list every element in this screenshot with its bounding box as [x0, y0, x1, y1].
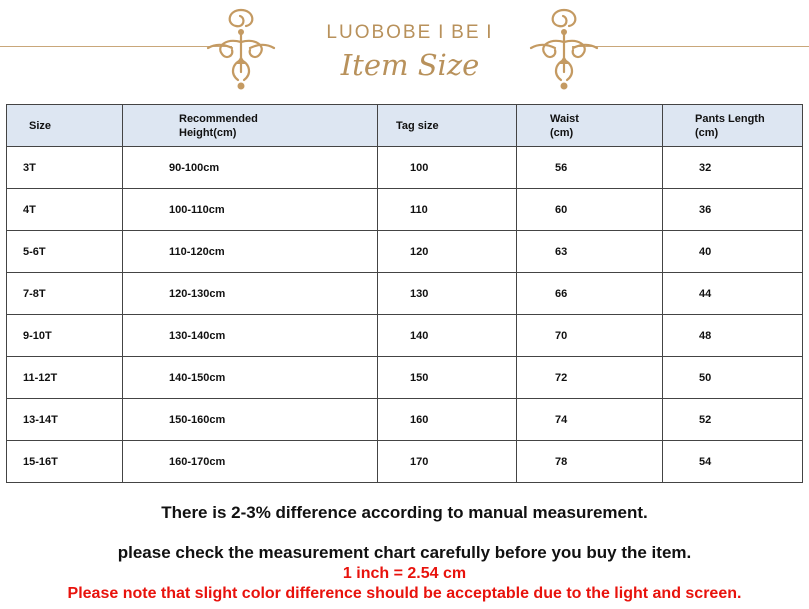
cell-size: 4T: [7, 189, 123, 231]
cell-tag-size: 110: [378, 189, 517, 231]
table-header-row: [7, 105, 803, 147]
cell-height: 130-140cm: [123, 315, 378, 357]
check-chart-note: please check the measurement chart carefully before you buy the item.: [117, 543, 692, 562]
cell-waist: 70: [517, 315, 663, 357]
cell-height: 110-120cm: [123, 231, 378, 273]
header-rule-right: [572, 46, 809, 47]
header: [0, 0, 809, 100]
cell-pants-length: 52: [663, 399, 803, 441]
table-row: [7, 315, 803, 357]
cell-pants-length: 40: [663, 231, 803, 273]
cell-size: 11-12T: [7, 357, 123, 399]
cell-height: 120-130cm: [123, 273, 378, 315]
header-pants-length: Pants Length (cm): [663, 105, 803, 147]
cell-size: 7-8T: [7, 273, 123, 315]
measurement-difference-note: There is 2-3% difference according to manual measurement.: [161, 503, 648, 522]
cell-height: 160-170cm: [123, 441, 378, 483]
cell-height: 100-110cm: [123, 189, 378, 231]
cell-size: 5-6T: [7, 231, 123, 273]
size-table: [6, 104, 803, 483]
table-row: [7, 441, 803, 483]
cell-waist: 63: [517, 231, 663, 273]
cell-height: 150-160cm: [123, 399, 378, 441]
page-title: Item Size: [340, 48, 480, 82]
table-row: [7, 399, 803, 441]
cell-height: 90-100cm: [123, 147, 378, 189]
cell-pants-length: 44: [663, 273, 803, 315]
header-height: Recommended Height(cm): [123, 105, 378, 147]
cell-waist: 66: [517, 273, 663, 315]
cell-size: 15-16T: [7, 441, 123, 483]
gold-scroll-ornament-icon: [521, 2, 607, 94]
cell-size: 3T: [7, 147, 123, 189]
color-difference-note: Please note that slight color difference should be acceptable due to the light and screen.: [67, 585, 742, 602]
cell-size: 9-10T: [7, 315, 123, 357]
cell-tag-size: 130: [378, 273, 517, 315]
cell-tag-size: 170: [378, 441, 517, 483]
header-size: Size: [7, 105, 123, 147]
cell-waist: 60: [517, 189, 663, 231]
table-row: [7, 189, 803, 231]
cell-waist: 74: [517, 399, 663, 441]
brand-name: LUOBOBE I BE I: [326, 22, 494, 43]
cell-tag-size: 150: [378, 357, 517, 399]
cell-tag-size: 160: [378, 399, 517, 441]
table-row: [7, 231, 803, 273]
cell-height: 140-150cm: [123, 357, 378, 399]
cell-pants-length: 32: [663, 147, 803, 189]
table-row: [7, 273, 803, 315]
cell-size: 13-14T: [7, 399, 123, 441]
cell-tag-size: 140: [378, 315, 517, 357]
cell-pants-length: 54: [663, 441, 803, 483]
table-row: [7, 147, 803, 189]
gold-scroll-ornament-icon: [198, 2, 284, 94]
cell-pants-length: 50: [663, 357, 803, 399]
header-tag-size: Tag size: [378, 105, 517, 147]
inch-conversion-note: 1 inch = 2.54 cm: [342, 565, 467, 582]
cell-pants-length: 36: [663, 189, 803, 231]
cell-waist: 56: [517, 147, 663, 189]
header-waist: Waist (cm): [517, 105, 663, 147]
cell-waist: 78: [517, 441, 663, 483]
cell-pants-length: 48: [663, 315, 803, 357]
cell-tag-size: 120: [378, 231, 517, 273]
table-row: [7, 357, 803, 399]
cell-waist: 72: [517, 357, 663, 399]
cell-tag-size: 100: [378, 147, 517, 189]
